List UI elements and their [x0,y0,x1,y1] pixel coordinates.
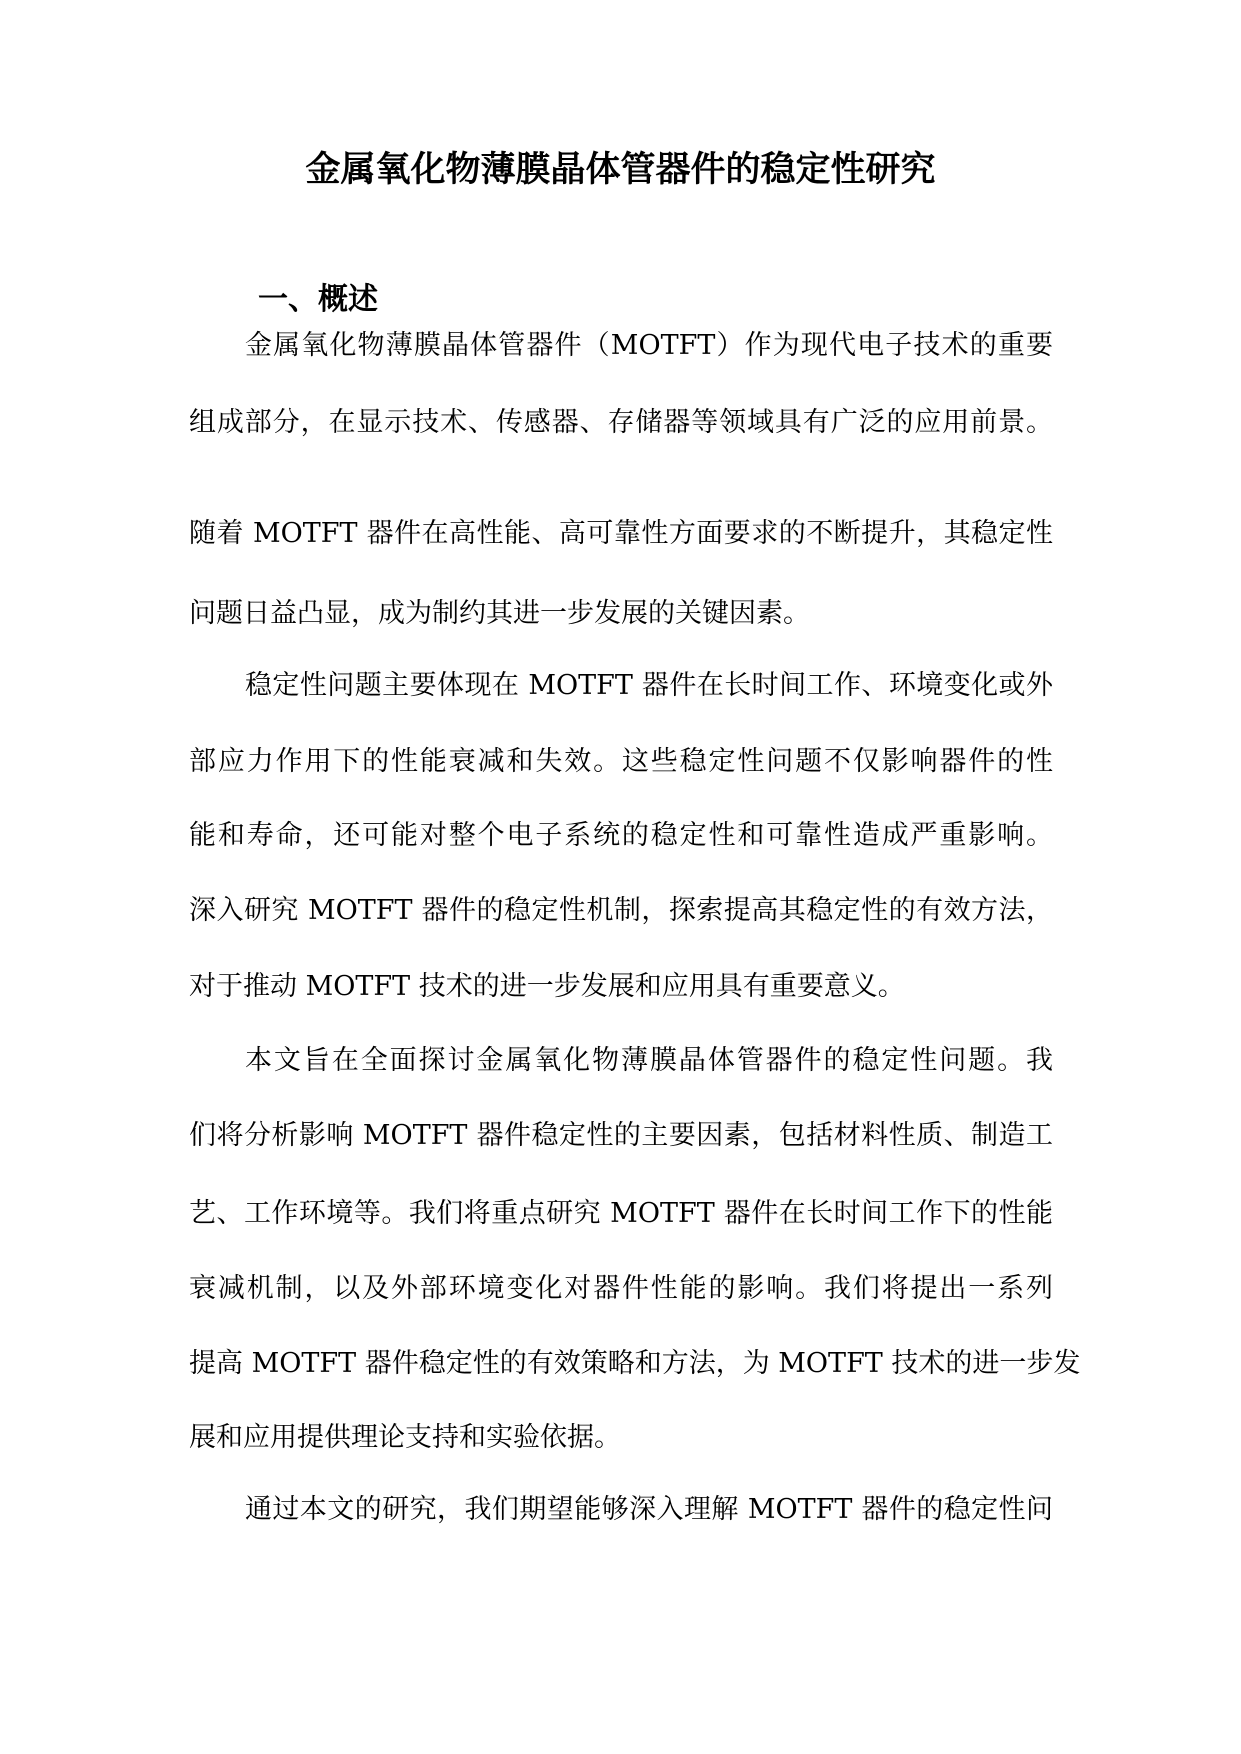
paragraph-3-line-5: 提高 MOTFT 器件稳定性的有效策略和方法，为 MOTFT 技术的进一步发 [189,1348,1081,1379]
paragraph-1-line-1: 金属氧化物薄膜晶体管器件（MOTFT）作为现代电子技术的重要 [245,330,1053,361]
paragraph-4-line-1: 通过本文的研究，我们期望能够深入理解 MOTFT 器件的稳定性问 [245,1494,1053,1525]
paragraph-2-line-3: 能和寿命，还可能对整个电子系统的稳定性和可靠性造成严重影响。 [189,820,1053,851]
paragraph-1-line-2: 组成部分，在显示技术、传感器、存储器等领域具有广泛的应用前景。 [189,407,1053,438]
paragraph-1-line-3: 随着 MOTFT 器件在高性能、高可靠性方面要求的不断提升，其稳定性 [189,518,1053,549]
paragraph-2-line-2: 部应力作用下的性能衰减和失效。这些稳定性问题不仅影响器件的性 [189,746,1053,777]
section-heading: 一、概述 [258,282,378,317]
paragraph-3-line-4: 衰减机制，以及外部环境变化对器件性能的影响。我们将提出一系列 [189,1273,1053,1304]
paragraph-2-line-4: 深入研究 MOTFT 器件的稳定性机制，探索提高其稳定性的有效方法， [189,895,1053,926]
paragraph-1-line-4: 问题日益凸显，成为制约其进一步发展的关键因素。 [189,598,810,629]
paragraph-2-line-5: 对于推动 MOTFT 技术的进一步发展和应用具有重要意义。 [189,971,905,1002]
paragraph-3-line-6: 展和应用提供理论支持和实验依据。 [189,1422,621,1453]
paragraph-2-line-1: 稳定性问题主要体现在 MOTFT 器件在长时间工作、环境变化或外 [245,670,1053,701]
document-title: 金属氧化物薄膜晶体管器件的稳定性研究 [305,150,936,190]
paragraph-3-line-3: 艺、工作环境等。我们将重点研究 MOTFT 器件在长时间工作下的性能 [189,1198,1053,1229]
paragraph-3-line-1: 本文旨在全面探讨金属氧化物薄膜晶体管器件的稳定性问题。我 [245,1045,1053,1076]
paragraph-3-line-2: 们将分析影响 MOTFT 器件稳定性的主要因素，包括材料性质、制造工 [189,1120,1053,1151]
